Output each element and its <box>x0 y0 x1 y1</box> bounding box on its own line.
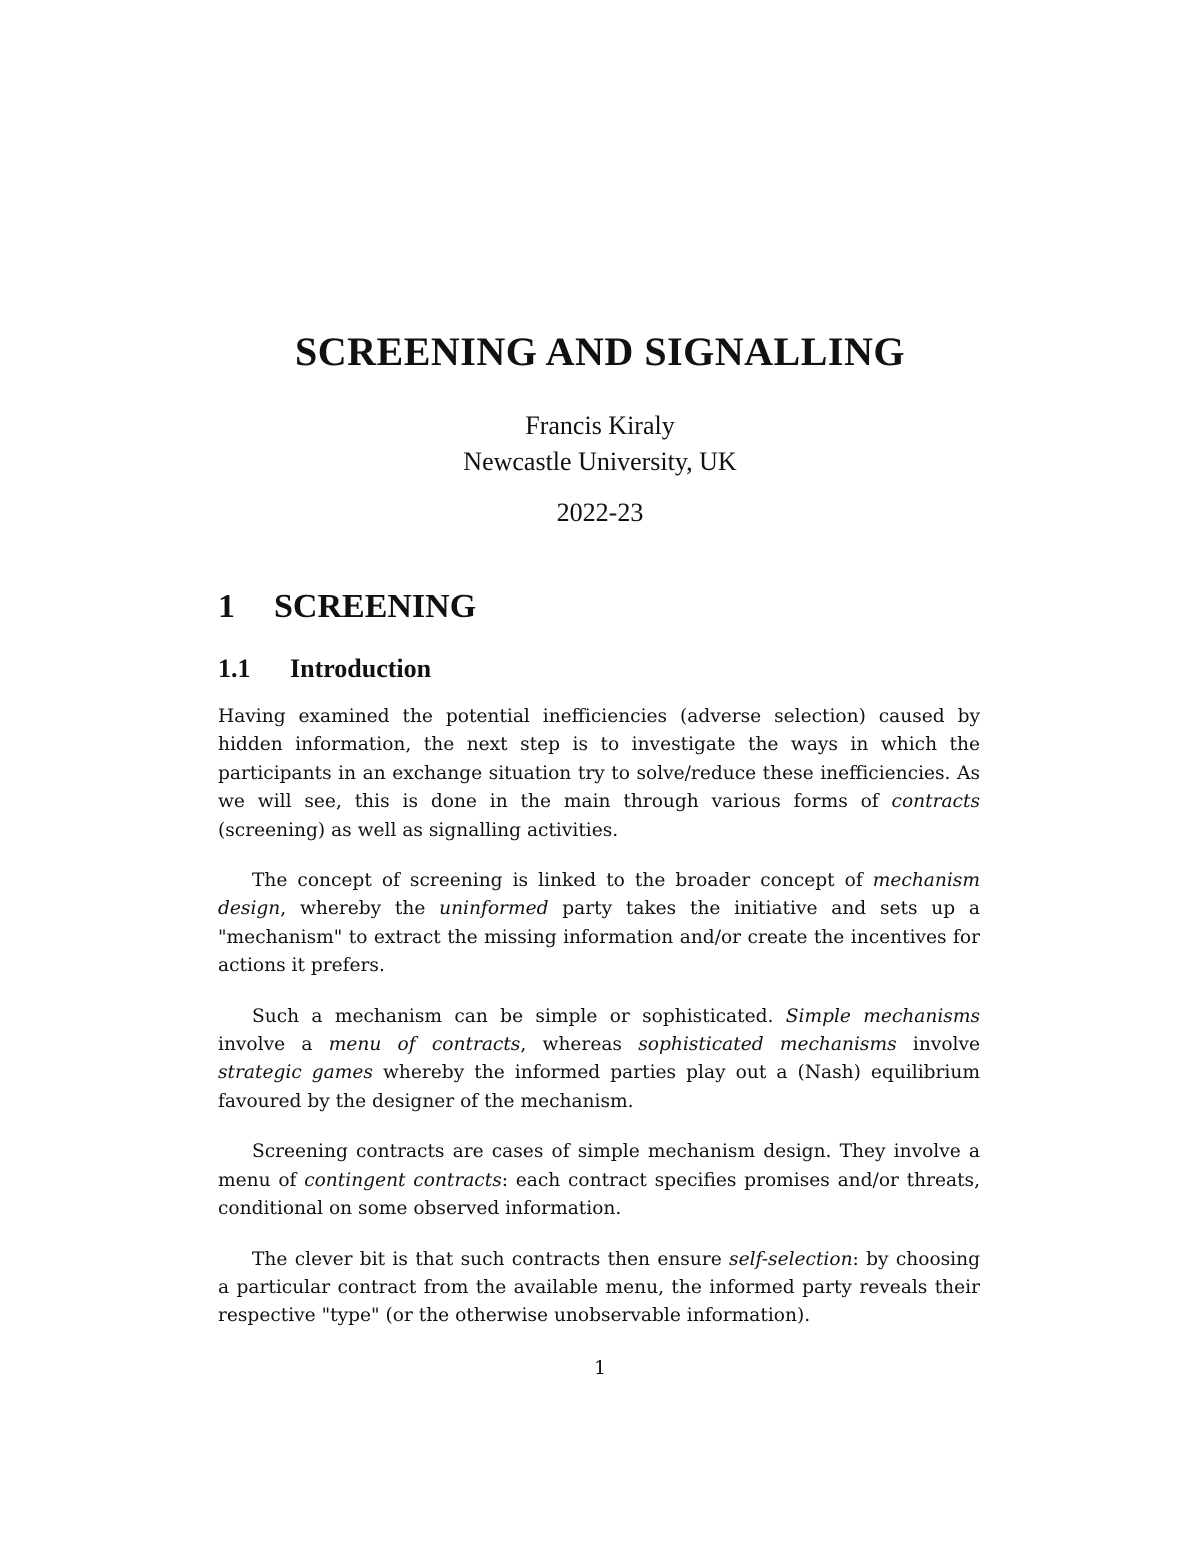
body-text <box>218 703 980 1353</box>
page-number: 1 <box>593 1357 607 1379</box>
emphasis-text: mechanism design <box>218 870 980 920</box>
paragraph-text: Such a mechanism can be simple or sophisticated. <box>252 1005 786 1027</box>
subsection-number: 1.1 <box>218 654 251 683</box>
section-heading <box>218 588 476 626</box>
paragraph <box>218 1003 980 1117</box>
paragraph-text: Having examined the potential inefficiencies (adverse selection) caused by hidden information, the next step is to investigate the ways in which the participants in an exchange situation try to solve/reduce these inefficiencies. As we will see, this is done in the main through various forms of <box>218 706 980 813</box>
emphasis-text: self-selection <box>729 1248 853 1270</box>
section-number: 1 <box>218 588 235 625</box>
paragraph-text: involve <box>896 1034 980 1056</box>
document-title: SCREENING AND SIGNALLING <box>295 329 905 374</box>
section-title: SCREENING <box>274 588 477 625</box>
paragraph-text: involve a <box>218 1034 329 1056</box>
paragraph <box>218 703 980 845</box>
paragraph-text: : by choosing a particular contract from the available menu, the informed party reveals their respective "type" (or the otherwise unobservable information). <box>218 1248 981 1327</box>
paragraph <box>218 867 980 981</box>
emphasis-text: contracts <box>891 791 980 813</box>
paragraph <box>218 1246 980 1331</box>
emphasis-text: menu of contracts <box>328 1034 521 1056</box>
paragraph-text: The clever bit is that such contracts then ensure <box>252 1248 730 1270</box>
emphasis-text: sophisticated mechanisms <box>638 1034 897 1056</box>
emphasis-text: uninformed <box>439 898 549 920</box>
paragraph-text: party takes the initiative and sets up a "mechanism" to extract the missing information and/or create the incentives for actions it prefers. <box>218 898 980 977</box>
author-affiliation: Newcastle University, UK <box>463 447 737 476</box>
paragraph-text: Screening contracts are cases of simple mechanism design. They involve a menu of <box>218 1141 980 1191</box>
paragraph-text: The concept of screening is linked to the broader concept of <box>252 870 873 892</box>
paragraph-text: , whereas <box>520 1034 639 1056</box>
emphasis-text: strategic games <box>218 1062 373 1084</box>
paragraph-text: (screening) as well as signalling activities. <box>218 819 619 841</box>
author-name: Francis Kiraly <box>525 411 675 440</box>
document-date: 2022-23 <box>556 498 644 527</box>
author-block <box>0 408 1200 480</box>
paragraph <box>218 1138 980 1223</box>
emphasis-text: contingent contracts <box>304 1169 502 1191</box>
paragraph-text: , whereby the <box>280 898 440 920</box>
emphasis-text: Simple mechanisms <box>785 1005 981 1027</box>
subsection-heading <box>218 654 431 684</box>
subsection-title: Introduction <box>290 654 432 683</box>
paragraph-text: whereby the informed parties play out a (Nash) equilibrium favoured by the designer of the mechanism. <box>218 1062 980 1112</box>
paragraph-text: : each contract specifies promises and/or threats, conditional on some observed information. <box>218 1169 981 1220</box>
